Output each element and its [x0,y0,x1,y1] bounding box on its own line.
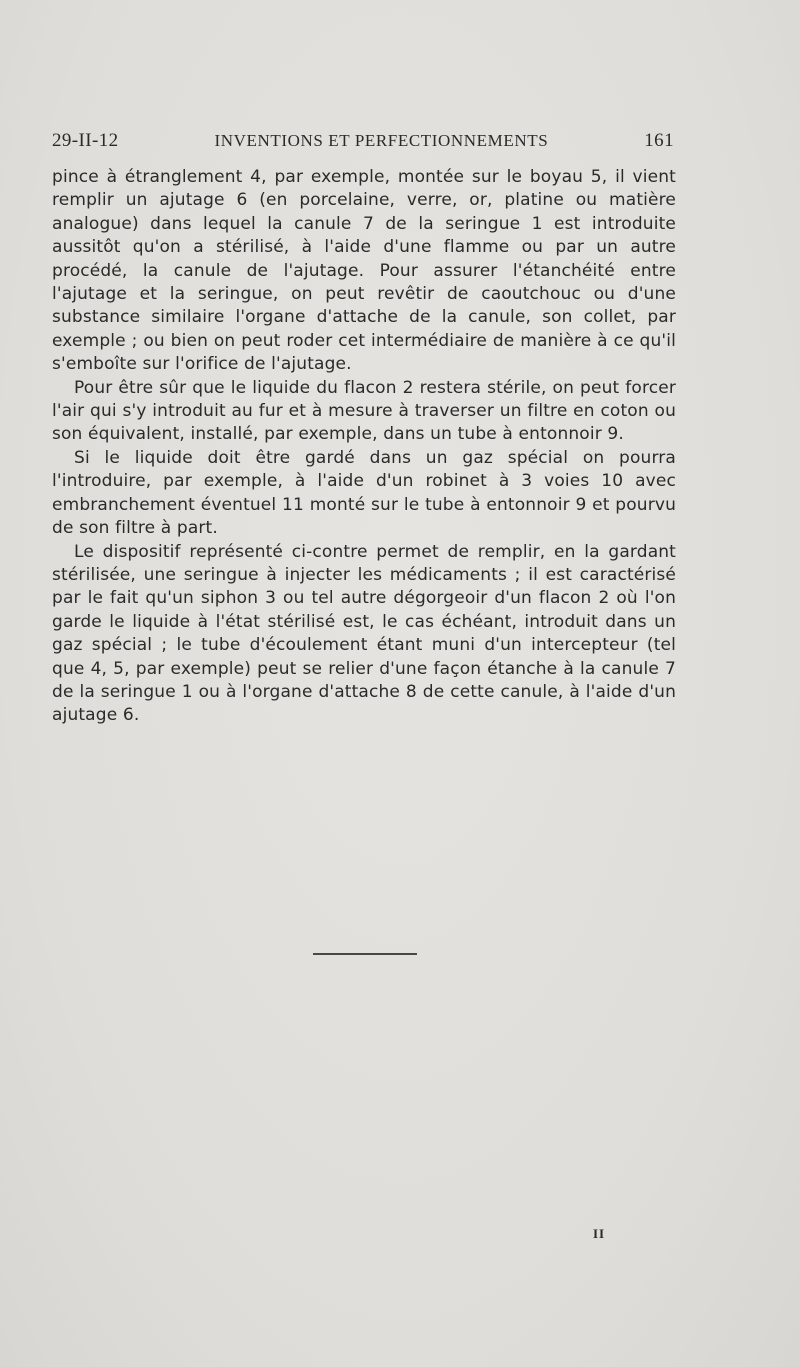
paragraph: Si le liquide doit être gardé dans un gaz spécial on pourra l'introduire, par exemple, à l'aide d'un robinet à 3 voies 10 avec embranchement éventuel 11 monté sur le tube à entonnoir 9 et pourvu de son filtre à part. [52,447,676,539]
body-text [52,166,676,728]
page-number: 161 [644,130,674,151]
paragraph: pince à étranglement 4, par exemple, montée sur le boyau 5, il vient remplir un ajutage 6 (en porcelaine, verre, or, platine ou matière analogue) dans lequel la canule 7 de la seringue 1 est introduite aussitôt qu'on a stérilisé, à l'aide d'une flamme ou par un autre procédé, la canule de l'ajutage. Pour assurer l'étanchéité entre l'ajutage et la seringue, on peut revêtir de caoutchouc ou d'une substance similaire l'organe d'attache de la canule, son collet, par exemple ; ou bien on peut roder cet intermédiaire de manière à ce qu'il s'emboîte sur l'orifice de l'ajutage. [52,167,676,375]
running-head [52,130,674,158]
section-rule [313,953,417,955]
paragraph: Le dispositif représenté ci-contre permet de remplir, en la gardant stérilisée, une seringue à injecter les médicaments ; il est caractérisé par le fait qu'un siphon 3 ou tel autre dégorgeoir d'un flacon 2 où l'on garde le liquide à l'état stérilisé est, le cas échéant, introduit dans un gaz spécial ; le tube d'écoulement étant muni d'un intercepteur (tel que 4, 5, par exemple) peut se relier d'une façon étanche à la canule 7 de la seringue 1 ou à l'organe d'attache 8 de cette canule, à l'aide d'un ajutage 6. [52,541,676,726]
header-title: INVENTIONS ET PERFECTIONNEMENTS [214,131,549,150]
paragraph: Pour être sûr que le liquide du flacon 2 restera stérile, on peut forcer l'air qui s'y introduit au fur et à mesure à traverser un filtre en coton ou son équivalent, installé, par exemple, dans un tube à entonnoir 9. [52,377,676,445]
header-date: 29-II-12 [52,130,119,151]
signature-mark: II [593,1226,606,1241]
